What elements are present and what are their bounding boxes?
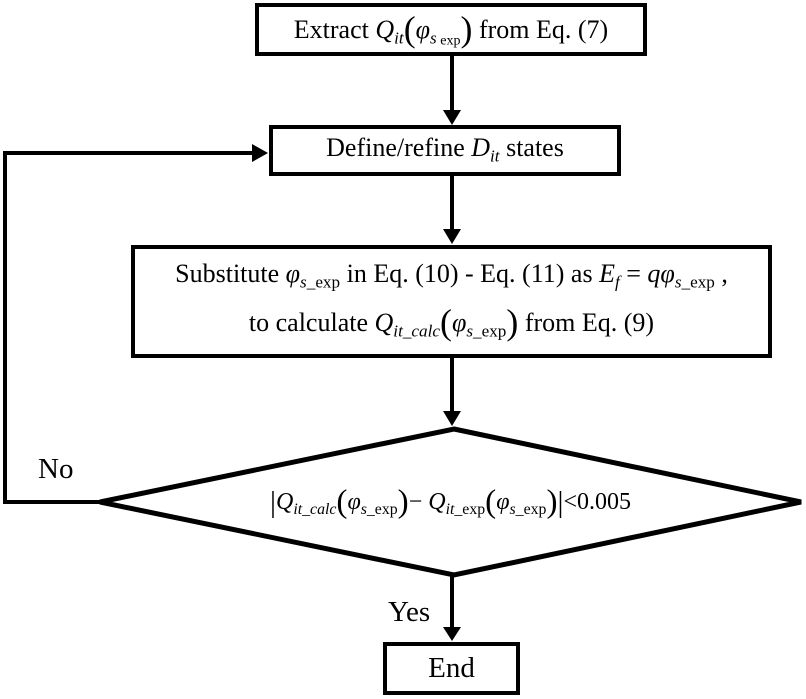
node-end-text: End [428,651,475,684]
node-extract [255,3,647,56]
branch-label-yes: Yes [388,596,431,628]
node-substitute-line2: to calculate $Q_{it\_calc}(\varphi_{s\_exp})$ from Eq. (9) [248,302,655,343]
node-substitute [131,245,772,358]
arrowhead-no-feedback [252,144,268,162]
arrowhead-extract-to-define [443,110,461,125]
node-end [383,642,520,695]
branch-label-no: No [38,453,74,485]
node-define-refine-text: Define/refine $D_{it}$ states [326,133,564,166]
node-decision [100,431,801,573]
arrowhead-define-to-substitute [443,229,461,244]
node-extract-text: Extract $Q_{it}(\varphi_s$ $_{exp}$) from Eq. (7) [293,8,609,49]
node-decision-text: $|Q_{it\_calc}(\varphi_{s\_exp})- Q_{it\_exp}(\varphi_{s\_exp})|<0.005$ [270,483,631,520]
node-define-refine [269,125,621,176]
arrowhead-substitute-to-decision [443,411,461,426]
node-substitute-line1: Substitute $\varphi_{s\_exp}$ in Eq. (10) - Eq. (11) as $E_f = q\varphi_{s\_exp}$ , [175,259,728,292]
arrowhead-decision-to-end [443,627,461,641]
